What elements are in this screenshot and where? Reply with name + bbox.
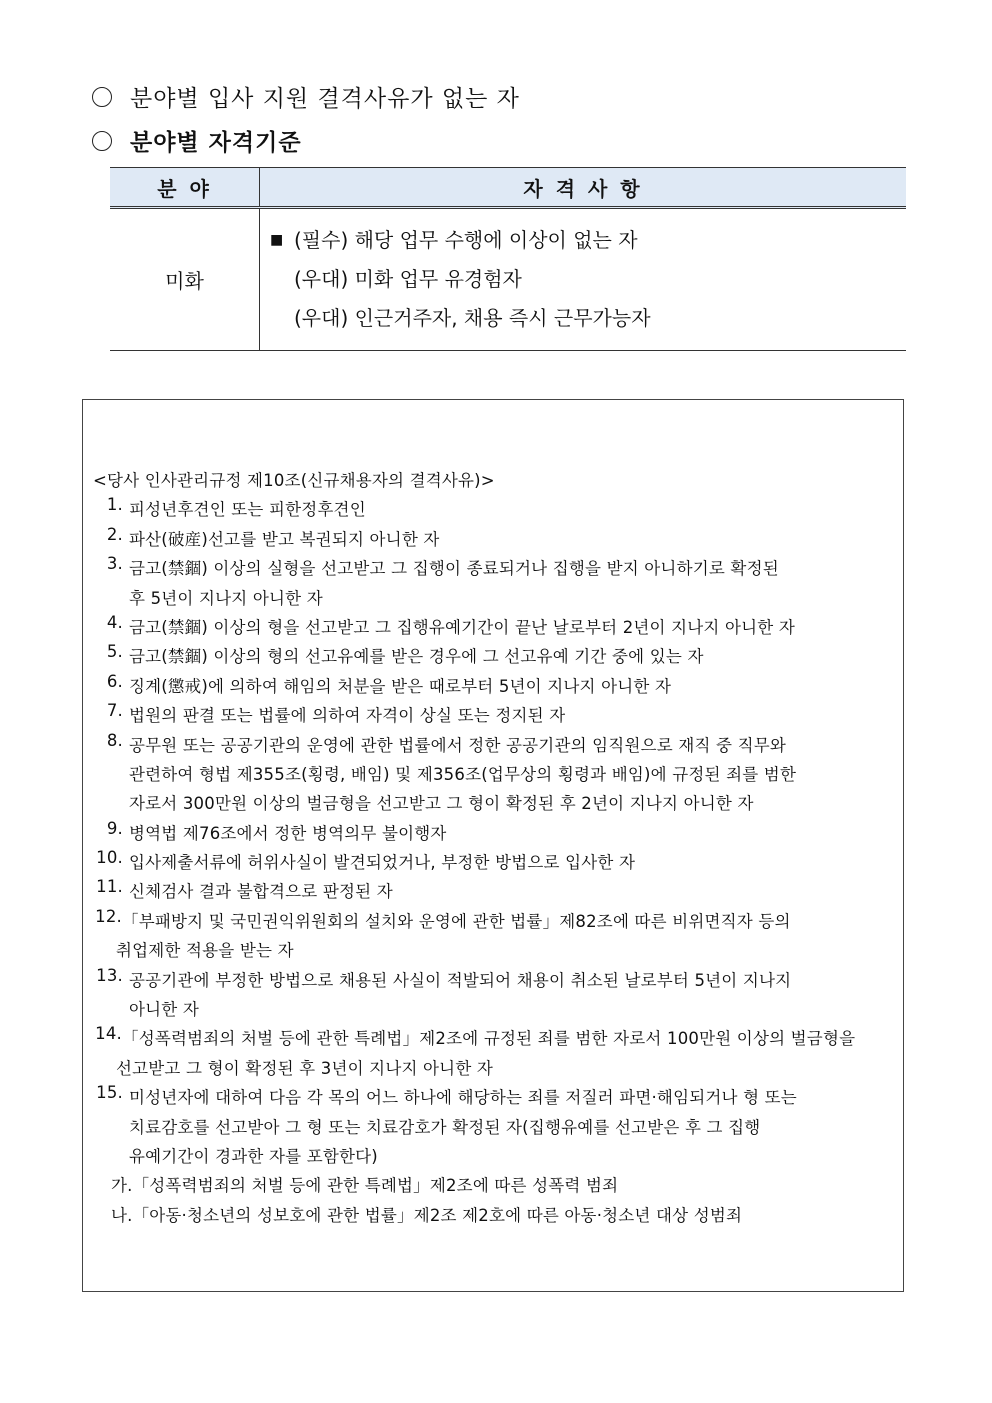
item-text xyxy=(123,554,779,613)
item-text xyxy=(116,1024,856,1083)
header-qualifications: 자 격 사 항 xyxy=(260,168,907,208)
list-item xyxy=(93,554,899,613)
field-cell: 미화 xyxy=(110,208,260,351)
list-item xyxy=(93,1024,899,1083)
item-number: 8. xyxy=(106,730,123,750)
sub-item: 가.「성폭력범죄의 처벌 등에 관한 특례법」제2조에 따른 성폭력 범죄 xyxy=(111,1176,619,1196)
item-number: 3. xyxy=(106,554,123,574)
item-line: 치료감호를 선고받아 그 형 또는 치료감호가 확정된 자(집행유예를 선고받은 후 그 집행 xyxy=(129,1117,761,1137)
qualification-text: (우대) 미화 업무 유경험자 xyxy=(294,267,522,291)
item-line: 공공기관에 부정한 방법으로 채용된 사실이 적발되어 채용이 취소된 날로부터 5년이 지나지 xyxy=(129,970,792,990)
item-line: 자로서 300만원 이상의 벌금형을 선고받고 그 형이 확정된 후 2년이 지나지 아니한 자 xyxy=(129,794,754,814)
list-item xyxy=(93,731,899,819)
item-text xyxy=(123,701,565,730)
item-line: 피성년후견인 또는 피한정후견인 xyxy=(129,500,366,520)
regulation-sublist xyxy=(93,1171,899,1230)
regulation-content xyxy=(93,466,899,1230)
circle-bullet-icon xyxy=(92,131,112,151)
item-number: 1. xyxy=(106,495,123,515)
item-line: 관련하여 형법 제355조(횡령, 배임) 및 제356조(업무상의 횡령과 배임)에 규정된 죄를 범한 xyxy=(129,764,797,784)
eligibility-bullet xyxy=(92,80,520,113)
item-number: 4. xyxy=(106,612,123,632)
item-line: 아니한 자 xyxy=(129,1000,200,1020)
list-item xyxy=(93,877,899,906)
list-item xyxy=(93,642,899,671)
list-item xyxy=(93,848,899,877)
qualification-cell xyxy=(260,208,907,351)
item-line: 금고(禁錮) 이상의 형의 선고유예를 받은 경우에 그 선고유예 기간 중에 있는 자 xyxy=(129,647,704,667)
item-number: 14. xyxy=(95,1024,122,1044)
sub-item: 나.「아동·청소년의 성보호에 관한 법률」제2조 제2호에 따른 아동·청소년 대상 성범죄 xyxy=(111,1205,743,1225)
criteria-heading: 분야별 자격기준 xyxy=(130,130,302,156)
list-item xyxy=(93,907,899,966)
qualification-text: (필수) 해당 업무 수행에 이상이 없는 자 xyxy=(294,228,638,252)
item-text xyxy=(116,907,791,966)
item-line: 미성년자에 대하여 다음 각 목의 어느 하나에 해당하는 죄를 저질러 파면·해임되거나 형 또는 xyxy=(129,1088,797,1108)
item-line: 파산(破産)선고를 받고 복권되지 아니한 자 xyxy=(129,529,440,549)
circle-bullet-icon xyxy=(92,87,112,107)
item-text xyxy=(123,731,796,819)
item-line: 유예기간이 경과한 자를 포함한다) xyxy=(129,1146,378,1166)
square-bullet-icon: ■ xyxy=(270,232,284,248)
item-number: 6. xyxy=(106,671,123,691)
item-number: 9. xyxy=(106,818,123,838)
qualification-line xyxy=(270,299,906,338)
item-text xyxy=(123,819,447,848)
item-number: 11. xyxy=(96,877,123,897)
item-line: 법원의 판결 또는 법률에 의하여 자격이 상실 또는 정지된 자 xyxy=(129,706,566,726)
item-number: 5. xyxy=(106,642,123,662)
item-line: 금고(禁錮) 이상의 형을 선고받고 그 집행유예기간이 끝난 날로부터 2년이 지나지 아니한 자 xyxy=(129,617,795,637)
item-line: 금고(禁錮) 이상의 실형을 선고받고 그 집행이 종료되거나 집행을 받지 아니하기로 확정된 xyxy=(129,559,779,579)
header-field: 분 야 xyxy=(110,168,260,208)
eligibility-text: 분야별 입사 지원 결격사유가 없는 자 xyxy=(130,86,520,112)
qualification-text: (우대) 인근거주자, 채용 즉시 근무가능자 xyxy=(294,306,651,330)
qualification-line xyxy=(270,260,906,299)
item-line: 병역법 제76조에서 정한 병역의무 불이행자 xyxy=(129,823,447,843)
item-line: 공무원 또는 공공기관의 운영에 관한 법률에서 정한 공공기관의 임직원으로 재직 중 직무와 xyxy=(129,735,787,755)
item-number: 2. xyxy=(106,524,123,544)
item-number: 7. xyxy=(106,701,123,721)
list-item xyxy=(93,613,899,642)
table-header-row xyxy=(110,168,906,208)
list-item xyxy=(93,495,899,524)
item-line: 신체검사 결과 불합격으로 판정된 자 xyxy=(129,882,393,902)
item-text xyxy=(123,495,366,524)
item-text xyxy=(123,877,393,906)
item-text xyxy=(123,672,671,701)
item-line: 선고받고 그 형이 확정된 후 3년이 지나지 아니한 자 xyxy=(116,1058,494,1078)
regulation-list xyxy=(93,495,899,1171)
item-line: 입사제출서류에 허위사실이 발견되었거나, 부정한 방법으로 입사한 자 xyxy=(129,853,636,873)
list-item xyxy=(93,966,899,1025)
item-number: 12. xyxy=(95,906,122,926)
list-item xyxy=(93,819,899,848)
item-text xyxy=(123,642,704,671)
item-number: 10. xyxy=(96,848,123,868)
item-line: 「성폭력범죄의 처벌 등에 관한 특례법」제2조에 규정된 죄를 범한 자로서 100만원 이상의 벌금형을 xyxy=(122,1029,856,1049)
qualification-line xyxy=(270,221,906,260)
item-text xyxy=(123,613,795,642)
item-line: 「부패방지 및 국민권익위원회의 설치와 운영에 관한 법률」제82조에 따른 비위면직자 등의 xyxy=(122,911,791,931)
item-text xyxy=(123,1083,797,1171)
item-number: 13. xyxy=(96,965,123,985)
item-number: 15. xyxy=(96,1083,123,1103)
list-item xyxy=(93,525,899,554)
list-item xyxy=(93,1083,899,1171)
list-item xyxy=(93,701,899,730)
item-text xyxy=(123,525,440,554)
item-text xyxy=(123,966,791,1025)
item-line: 징계(懲戒)에 의하여 해임의 처분을 받은 때로부터 5년이 지나지 아니한 자 xyxy=(129,676,672,696)
regulation-box xyxy=(82,399,904,1292)
qualification-table xyxy=(110,167,906,351)
table-row xyxy=(110,208,906,351)
regulation-title: <당사 인사관리규정 제10조(신규채용자의 결격사유)> xyxy=(93,471,495,490)
list-item xyxy=(93,672,899,701)
criteria-bullet xyxy=(92,124,302,157)
item-line: 후 5년이 지나지 아니한 자 xyxy=(129,588,323,608)
item-text xyxy=(123,848,635,877)
item-line: 취업제한 적용을 받는 자 xyxy=(116,941,294,961)
